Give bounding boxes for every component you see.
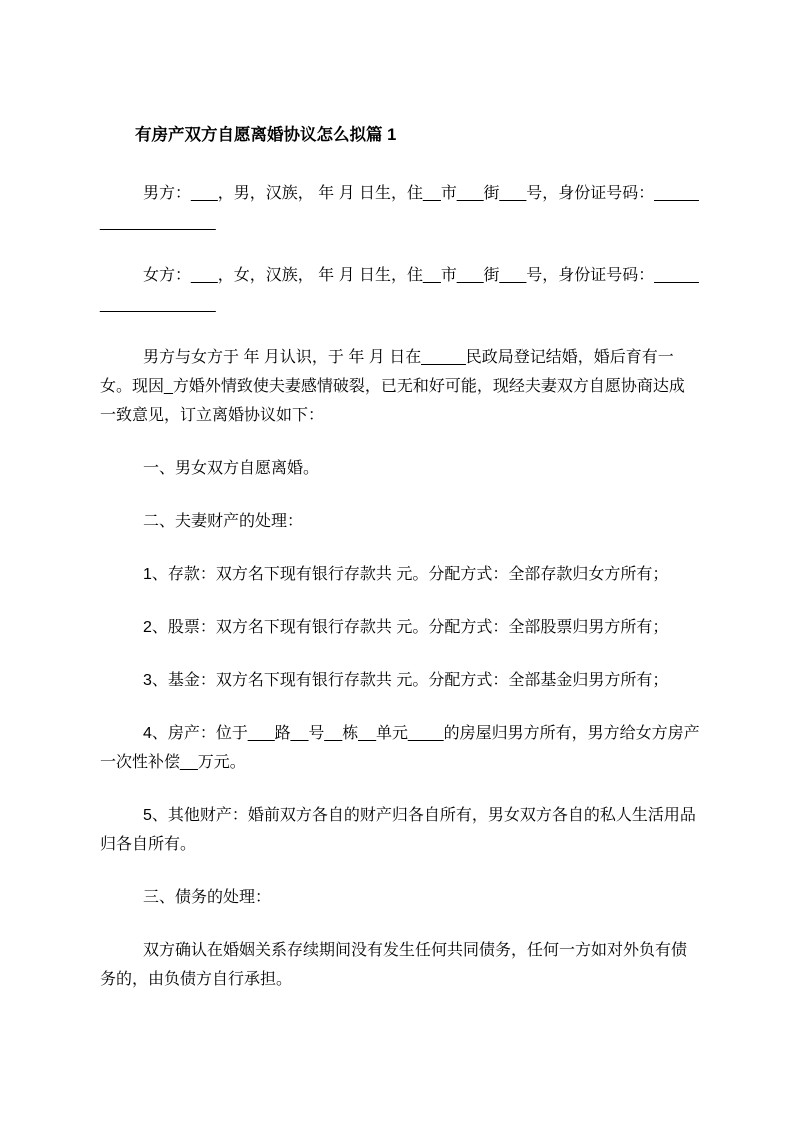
paragraph-item-real-estate: 4、房产：位于___路__号__栋__单元____的房屋归男方所有，男方给女方房产一次性补偿__万元。	[100, 725, 700, 771]
document-title: 有房产双方自愿离婚协议怎么拟篇 1	[135, 126, 397, 144]
paragraph-item-funds: 3、基金：双方名下现有银行存款共 元。分配方式：全部基金归男方所有；	[143, 672, 669, 689]
paragraph-item-deposits: 1、存款：双方名下现有银行存款共 元。分配方式：全部存款归女方所有；	[143, 566, 669, 583]
paragraph-debts-detail: 双方确认在婚姻关系存续期间没有发生任何共同债务，任何一方如对外负有债务的，由负债方自行承担。	[100, 942, 688, 988]
paragraph-clause-two-property-heading: 二、夫妻财产的处理：	[143, 513, 304, 530]
paragraph-item-other-property: 5、其他财产：婚前双方各自的财产归各自所有，男女双方各自的私人生活用品归各自所有。	[100, 807, 696, 853]
paragraph-clause-one-voluntary-divorce: 一、男女双方自愿离婚。	[143, 460, 320, 477]
paragraph-preamble: 男方与女方于 年 月认识，于 年 月 日在_____民政局登记结婚，婚后育有一女。现因_方婚外情致使夫妻感情破裂，已无和好可能，现经夫妻双方自愿协商达成一致意见，订立离婚协议如下：	[100, 349, 685, 424]
paragraph-husband-info: 男方：___，男，汉族， 年 月 日生，住__市___街___号，身份证号码：__________________	[100, 185, 699, 231]
paragraph-wife-info: 女方：___，女，汉族， 年 月 日生，住__市___街___号，身份证号码：__________________	[100, 267, 699, 313]
paragraph-clause-three-debts-heading: 三、债务的处理：	[143, 889, 272, 906]
paragraph-item-stocks: 2、股票：双方名下现有银行存款共 元。分配方式：全部股票归男方所有；	[143, 619, 669, 636]
